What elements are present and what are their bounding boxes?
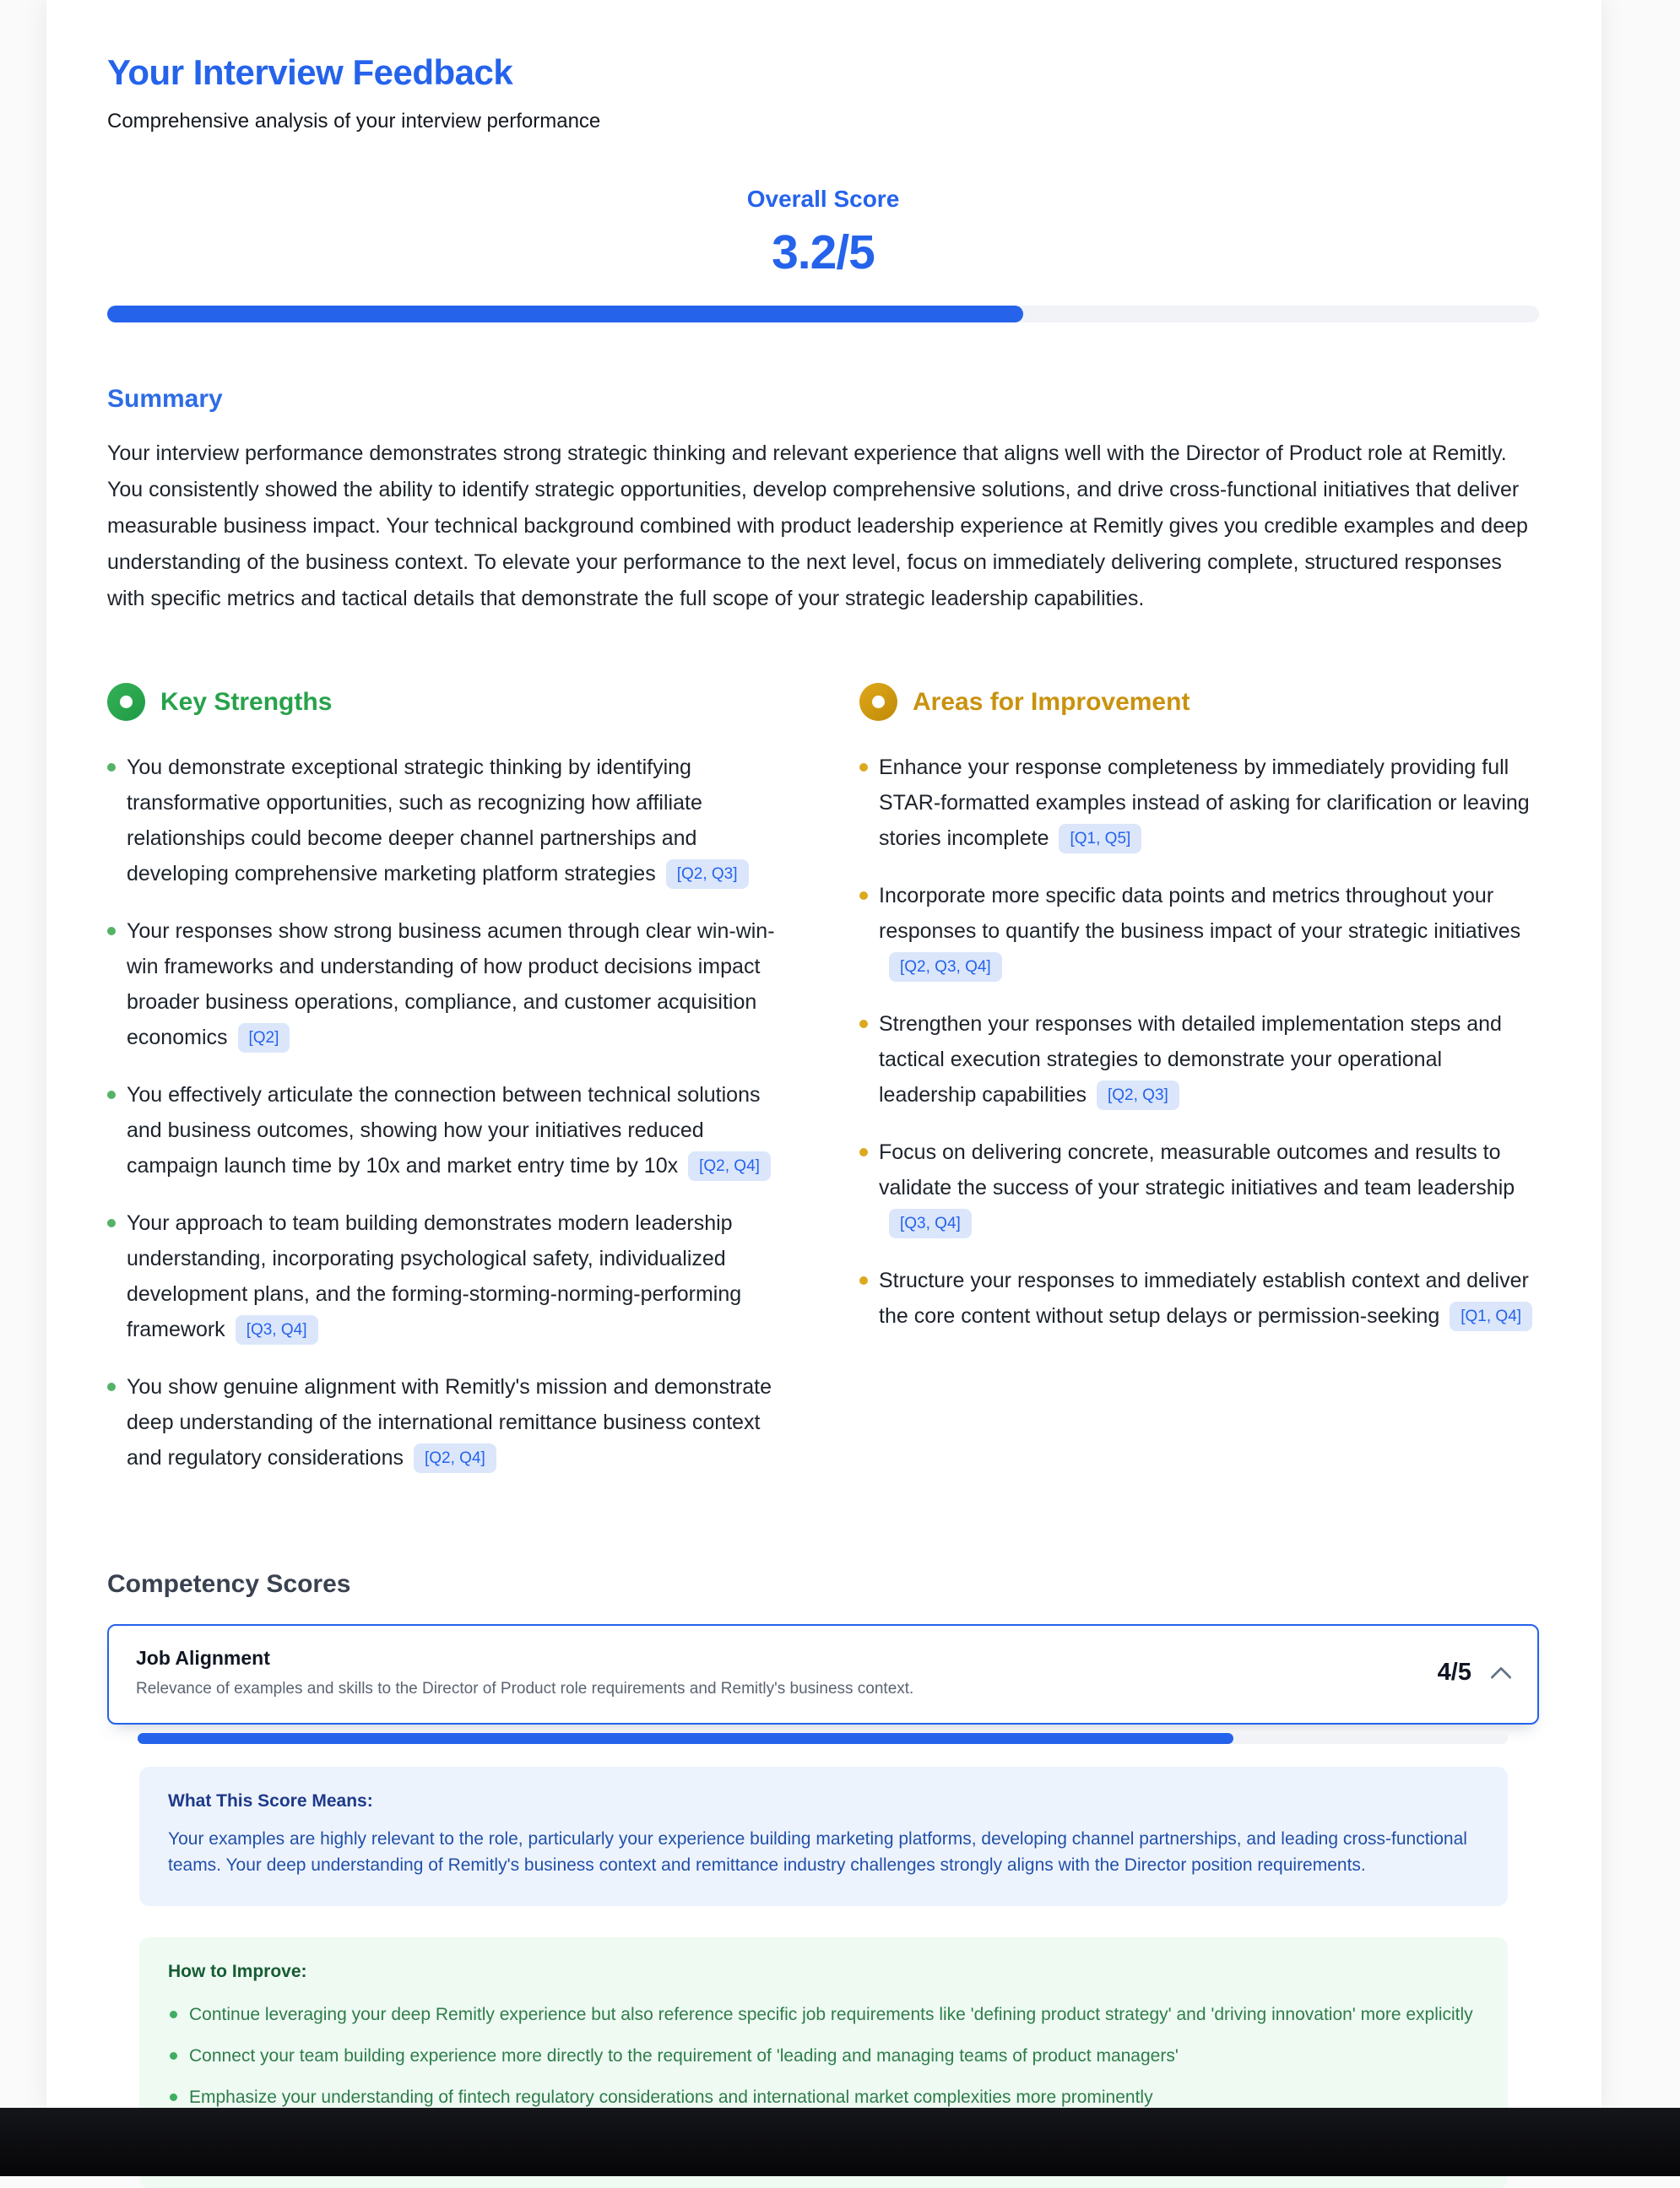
how-to-improve-heading: How to Improve: (168, 1962, 307, 1981)
list-item-text: Continue leveraging your deep Remitly experience but also reference specific job requirements like 'defining product strategy' and 'driving innovation' more explicitly (189, 2005, 1473, 2024)
competency-description: Relevance of examples and skills to the Director of Product role requirements and Remitly's business context. (136, 1680, 914, 1698)
job-alignment-card[interactable] (107, 1624, 1539, 1725)
overall-score-value: 3.2/5 (772, 225, 875, 279)
competency-score-area (1438, 1659, 1509, 1687)
question-ref-tag: [Q2, Q4] (414, 1443, 496, 1473)
overall-score-section (107, 186, 1539, 322)
overall-score-progress-bar (107, 306, 1539, 322)
summary-heading: Summary (107, 385, 223, 413)
question-ref-tag: [Q2, Q3] (666, 859, 749, 889)
list-item-text: You demonstrate exceptional strategic thinking by identifying transformative opportunities, such as recognizing how affiliate relationships could become deeper channel partnerships and developing comprehensive marketing platform strategies (127, 756, 702, 885)
competency-progress-fill (138, 1733, 1233, 1744)
job-alignment-card-text (136, 1647, 913, 1698)
strength-badge-icon (107, 683, 145, 721)
list-item (168, 2085, 1479, 2110)
list-item-text: Strengthen your responses with detailed implementation steps and tactical execution strategies to demonstrate your operational leadership capabilities (879, 1012, 1502, 1107)
list-item-text: Connect your team building experience more directly to the requirement of 'leading and managing teams of product managers' (189, 2046, 1179, 2066)
competency-name: Job Alignment (136, 1647, 270, 1669)
list-item (859, 1006, 1539, 1113)
list-item-text: Your approach to team building demonstrates modern leadership understanding, incorporating psychological safety, individualized development plans, and the forming-storming-norming-performing framework (127, 1211, 742, 1341)
list-item (859, 1135, 1539, 1241)
question-ref-tag: [Q1, Q5] (1059, 824, 1141, 853)
question-ref-tag: [Q2, Q4] (688, 1151, 771, 1181)
list-item-text: Focus on delivering concrete, measurable outcomes and results to validate the success of your strategic initiatives and team leadership (879, 1140, 1515, 1200)
question-ref-tag: [Q2] (238, 1023, 290, 1053)
page-subtitle: Comprehensive analysis of your interview performance (107, 110, 601, 133)
key-strengths-list (107, 750, 787, 1476)
overall-score-progress-fill (107, 306, 1023, 322)
list-item (107, 1077, 787, 1183)
list-item-text: Enhance your response completeness by immediately providing full STAR-formatted examples instead of asking for clarification or leaving stories incomplete (879, 756, 1530, 850)
list-item (859, 1263, 1539, 1334)
list-item (107, 750, 787, 891)
bottom-black-bar (0, 2108, 1680, 2176)
list-item-text: You effectively articulate the connection between technical solutions and business outcomes, showing how your initiatives reduced campaign launch time by 10x and market entry time by 10x (127, 1083, 761, 1178)
page-title: Your Interview Feedback (107, 52, 513, 92)
list-item (107, 1205, 787, 1347)
list-item-text: Your responses show strong business acumen through clear win-win-win frameworks and understanding of how product decisions impact broader business operations, compliance, and customer acquisition economics (127, 919, 775, 1049)
list-item (107, 913, 787, 1055)
question-ref-tag: [Q3, Q4] (889, 1209, 972, 1238)
list-item-text: Emphasize your understanding of fintech regulatory considerations and international market complexities more prominently (189, 2088, 1153, 2107)
feedback-card (46, 0, 1601, 2108)
question-ref-tag: [Q2, Q3] (1097, 1080, 1179, 1110)
list-item (168, 2044, 1479, 2069)
areas-improvement-column (859, 683, 1539, 1497)
competency-progress-bar (138, 1733, 1508, 1744)
score-meaning-text: Your examples are highly relevant to the role, particularly your experience building marketing platforms, developing channel partnerships, and leading cross-functional teams. Your deep understanding of Remitly's business context and remittance industry challenges strongly aligns with the Director position requirements. (168, 1829, 1467, 1875)
question-ref-tag: [Q1, Q4] (1450, 1302, 1532, 1331)
chevron-up-icon[interactable] (1490, 1666, 1511, 1687)
score-meaning-box (139, 1767, 1508, 1906)
list-item (107, 1369, 787, 1476)
list-item-text: You show genuine alignment with Remitly's mission and demonstrate deep understanding of the international remittance business context and regulatory considerations (127, 1375, 772, 1470)
score-meaning-heading: What This Score Means: (168, 1791, 373, 1811)
list-item (859, 750, 1539, 856)
key-strengths-heading: Key Strengths (160, 687, 333, 716)
competency-score-value: 4/5 (1437, 1659, 1471, 1686)
key-strengths-column (107, 683, 787, 1497)
question-ref-tag: [Q2, Q3, Q4] (889, 952, 1002, 982)
areas-improvement-heading: Areas for Improvement (913, 687, 1190, 716)
strengths-improvements-columns (107, 683, 1539, 1497)
key-strengths-header (107, 683, 787, 721)
improvement-badge-icon (859, 683, 897, 721)
list-item (859, 878, 1539, 984)
summary-text: Your interview performance demonstrates strong strategic thinking and relevant experience that aligns well with the Director of Product role at Remitly. You consistently showed the ability to identify strategic opportunities, develop comprehensive solutions, and drive cross-functional initiatives that deliver measurable business impact. Your technical background combined with product leadership experience at Remitly gives you credible examples and deep understanding of the business context. To elevate your performance to the next level, focus on immediately delivering complete, structured responses with specific metrics and tactical details that demonstrate the full scope of your strategic leadership capabilities. (107, 441, 1528, 610)
competency-scores-heading: Competency Scores (107, 1570, 351, 1598)
list-item-text: Incorporate more specific data points and metrics throughout your responses to quantify the business impact of your strategic initiatives (879, 884, 1521, 943)
question-ref-tag: [Q3, Q4] (236, 1315, 318, 1345)
areas-improvement-list (859, 750, 1539, 1334)
overall-score-label: Overall Score (746, 186, 900, 212)
list-item-text: Structure your responses to immediately establish context and deliver the core content without setup delays or permission-seeking (879, 1269, 1529, 1328)
list-item (168, 2002, 1479, 2028)
areas-improvement-header (859, 683, 1539, 721)
